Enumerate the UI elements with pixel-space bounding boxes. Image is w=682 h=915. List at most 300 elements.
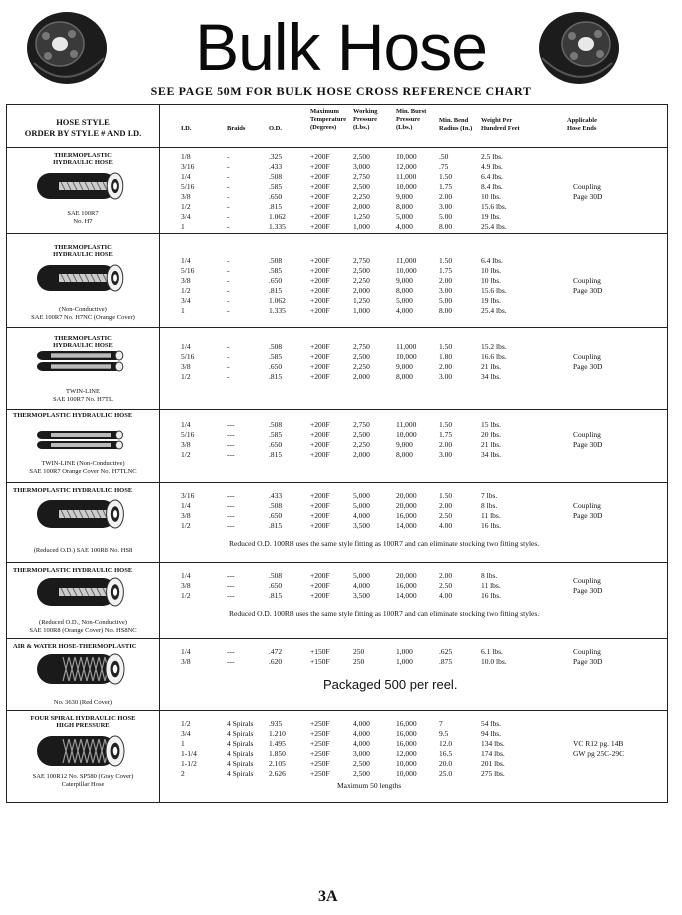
col-header-line: Weight Per (481, 117, 513, 124)
cell-bend-radius: 3.00 (439, 450, 453, 459)
cell-working-pressure: 2,000 (353, 372, 370, 381)
col-header-braids (227, 125, 245, 133)
hose-style-name-line: HIGH PRESSURE (56, 722, 110, 729)
cell-weight: 15 lbs. (481, 420, 502, 429)
cell-temp: +200F (310, 256, 330, 265)
cell-bend-radius: 8.00 (439, 222, 453, 231)
cell-id: 1/4 (181, 420, 191, 429)
cell-braids: --- (227, 571, 235, 580)
hose-style-header (7, 117, 159, 139)
cell-burst-pressure: 10,000 (396, 266, 417, 275)
cell-temp: +200F (310, 491, 330, 500)
cell-working-pressure: 2,250 (353, 192, 370, 201)
cell-burst-pressure: 16,000 (396, 719, 417, 728)
cell-weight: 10 lbs. (481, 192, 502, 201)
hose-ends-line: GW pg 25C-29C (573, 749, 625, 758)
cell-weight: 15.6 lbs. (481, 202, 507, 211)
cell-id: 3/16 (181, 162, 195, 171)
cell-od: .325 (269, 152, 283, 161)
cell-burst-pressure: 10,000 (396, 352, 417, 361)
cell-od: .585 (269, 266, 283, 275)
cell-braids: - (227, 266, 230, 275)
cell-weight: 6.1 lbs. (481, 647, 503, 656)
cell-braids: --- (227, 511, 235, 520)
cell-weight: 11 lbs. (481, 581, 501, 590)
cell-braids: --- (227, 647, 235, 656)
cell-od: .585 (269, 430, 283, 439)
cell-id: 1 (181, 222, 185, 231)
hose-ends-line: VC R12 pg. 14B (573, 739, 624, 748)
col-header-line: Temperature (310, 116, 347, 123)
cell-braids: --- (227, 581, 235, 590)
hose-style-caption-line: SAE 100R7 (67, 210, 99, 217)
hose-ends-line: Coupling (573, 576, 601, 585)
hose-ends-line: Page 30D (573, 440, 603, 449)
length-note: Maximum 50 lengths (337, 781, 402, 790)
cell-working-pressure: 2,500 (353, 352, 370, 361)
cell-weight: 201 lbs. (481, 759, 505, 768)
cell-od: .508 (269, 256, 283, 265)
cell-braids: - (227, 296, 230, 305)
cell-working-pressure: 2,000 (353, 202, 370, 211)
hose-ends-line: Coupling (573, 430, 601, 439)
cell-od: 1.335 (269, 306, 286, 315)
hose-ends-line: Page 30D (573, 586, 603, 595)
applicable-hose-ends (573, 352, 602, 372)
cell-braids: --- (227, 501, 235, 510)
cell-temp: +150F (310, 647, 330, 656)
cell-weight: 16 lbs. (481, 591, 502, 600)
page-number: 3A (318, 888, 338, 905)
col-header-line: Braids (227, 125, 246, 132)
fitting-note: Reduced O.D. 100R8 uses the same style fitting as 100R7 and can eliminate stocking two fitting styles. (229, 539, 540, 548)
cell-burst-pressure: 16,000 (396, 729, 417, 738)
cell-bend-radius: 1.50 (439, 172, 453, 181)
cell-bend-radius: 7 (439, 719, 443, 728)
cell-temp: +200F (310, 152, 330, 161)
cell-weight: 6.4 lbs. (481, 172, 503, 181)
cell-burst-pressure: 20,000 (396, 501, 417, 510)
hose-image (33, 430, 129, 455)
cell-od: .508 (269, 342, 283, 351)
hose-style-name (7, 715, 159, 729)
cell-bend-radius: 25.0 (439, 769, 453, 778)
cell-working-pressure: 250 (353, 647, 365, 656)
cell-burst-pressure: 5,000 (396, 212, 413, 221)
cell-id: 3/8 (181, 581, 191, 590)
cell-od: 2.105 (269, 759, 286, 768)
cell-id: 3/8 (181, 276, 191, 285)
hose-ends-line: Coupling (573, 501, 601, 510)
cell-bend-radius: 2.00 (439, 440, 453, 449)
cell-temp: +200F (310, 591, 330, 600)
cell-bend-radius: 20.0 (439, 759, 453, 768)
cell-temp: +200F (310, 352, 330, 361)
cell-temp: +200F (310, 440, 330, 449)
cell-temp: +200F (310, 521, 330, 530)
cell-braids: 4 Spirals (227, 769, 254, 778)
cell-od: .585 (269, 182, 283, 191)
cell-braids: --- (227, 491, 235, 500)
hose-ends-line: Coupling (573, 276, 601, 285)
cell-od: 1.850 (269, 749, 286, 758)
cell-working-pressure: 2,750 (353, 342, 370, 351)
cell-bend-radius: 1.75 (439, 430, 453, 439)
cell-id: 1/2 (181, 521, 191, 530)
hose-style-caption (7, 773, 159, 788)
cell-id: 1-1/4 (181, 749, 197, 758)
cell-burst-pressure: 1,000 (396, 657, 413, 666)
cell-od: 2.626 (269, 769, 286, 778)
cell-burst-pressure: 14,000 (396, 591, 417, 600)
col-header-line: Min. Burst (396, 108, 427, 115)
hose-style-name (13, 487, 159, 494)
hose-section (7, 234, 667, 328)
cell-temp: +200F (310, 501, 330, 510)
col-header-id (181, 125, 191, 133)
applicable-hose-ends (573, 182, 602, 202)
cell-working-pressure: 1,250 (353, 296, 370, 305)
cell-weight: 4.9 lbs. (481, 162, 503, 171)
hose-style-name (13, 567, 159, 574)
cell-weight: 7 lbs. (481, 491, 498, 500)
cell-working-pressure: 2,250 (353, 440, 370, 449)
cell-temp: +250F (310, 719, 330, 728)
col-header-line: (Lbs.) (396, 124, 413, 131)
cell-working-pressure: 2,250 (353, 276, 370, 285)
cell-od: .650 (269, 276, 283, 285)
cell-temp: +200F (310, 362, 330, 371)
hose-style-caption (7, 460, 159, 475)
cell-braids: - (227, 372, 230, 381)
cell-od: 1.062 (269, 212, 286, 221)
hose-style-name-line: THERMOPLASTIC (54, 152, 112, 159)
hose-ends-line: Page 30D (573, 657, 603, 666)
hose-image (33, 264, 129, 297)
cell-bend-radius: .875 (439, 657, 453, 666)
applicable-hose-ends (573, 430, 602, 450)
cell-working-pressure: 3,500 (353, 521, 370, 530)
col-header-line: Maximum (310, 108, 339, 115)
cell-id: 3/4 (181, 296, 191, 305)
cell-working-pressure: 5,000 (353, 501, 370, 510)
cell-working-pressure: 2,500 (353, 769, 370, 778)
applicable-hose-ends (573, 739, 624, 759)
cell-working-pressure: 2,250 (353, 362, 370, 371)
cell-bend-radius: 1.50 (439, 342, 453, 351)
hose-style-caption-line: (Non-Conductive) (59, 306, 107, 313)
cell-od: .650 (269, 511, 283, 520)
cell-id: 1/8 (181, 152, 191, 161)
hose-style-caption-line: SAE 100R7 No. H7TL (53, 395, 113, 403)
hose-ends-line: Coupling (573, 647, 601, 656)
cell-od: .585 (269, 352, 283, 361)
cell-id: 5/16 (181, 266, 195, 275)
col-header-hose-ends (567, 117, 597, 133)
cell-working-pressure: 3,500 (353, 591, 370, 600)
hose-style-caption (7, 388, 159, 403)
cell-burst-pressure: 10,000 (396, 759, 417, 768)
cell-braids: - (227, 342, 230, 351)
cell-working-pressure: 2,500 (353, 152, 370, 161)
hose-style-caption-line: No. 3630 (Red Cover) (53, 699, 113, 706)
hose-style-name-line: HYDRAULIC HOSE (53, 159, 113, 166)
cell-braids: - (227, 256, 230, 265)
cell-temp: +200F (310, 212, 330, 221)
cell-bend-radius: 1.80 (439, 352, 453, 361)
hose-style-name-line: HYDRAULIC HOSE (53, 342, 113, 349)
cell-burst-pressure: 11,000 (396, 256, 417, 265)
col-header-line: Hose Ends (567, 125, 597, 132)
col-header-line: Applicable (567, 117, 597, 124)
cell-braids: - (227, 212, 230, 221)
cell-weight: 34 lbs. (481, 372, 502, 381)
hose-image (33, 499, 129, 534)
col-header-line: Min. Bend (439, 117, 469, 124)
cell-weight: 94 lbs. (481, 729, 502, 738)
cell-working-pressure: 2,750 (353, 420, 370, 429)
cell-working-pressure: 2,500 (353, 759, 370, 768)
cell-od: .433 (269, 162, 283, 171)
col-header-line: (Lbs.) (353, 124, 370, 131)
cell-id: 3/16 (181, 491, 195, 500)
cell-bend-radius: 3.00 (439, 286, 453, 295)
hose-reel-image-right (536, 8, 622, 88)
cell-working-pressure: 4,000 (353, 719, 370, 728)
cell-braids: 4 Spirals (227, 739, 254, 748)
cell-od: .433 (269, 491, 283, 500)
cell-burst-pressure: 12,000 (396, 162, 417, 171)
cell-bend-radius: 2.00 (439, 362, 453, 371)
cell-bend-radius: 3.00 (439, 372, 453, 381)
hose-section (7, 563, 667, 639)
applicable-hose-ends (573, 276, 602, 296)
cell-burst-pressure: 4,000 (396, 222, 413, 231)
cell-weight: 25.4 lbs. (481, 306, 507, 315)
cell-braids: - (227, 222, 230, 231)
hose-image (33, 577, 129, 612)
hose-section (7, 483, 667, 563)
hose-ends-line: Page 30D (573, 511, 603, 520)
hose-section (7, 639, 667, 711)
cell-temp: +200F (310, 162, 330, 171)
cell-weight: 20 lbs. (481, 430, 502, 439)
cell-weight: 16 lbs. (481, 521, 502, 530)
col-header-od (269, 125, 282, 133)
chart-header (7, 105, 667, 148)
cell-temp: +200F (310, 420, 330, 429)
col-header-line: Radius (In.) (439, 125, 473, 132)
cell-bend-radius: 4.00 (439, 521, 453, 530)
cell-od: .815 (269, 521, 283, 530)
cell-od: .620 (269, 657, 283, 666)
cell-burst-pressure: 16,000 (396, 739, 417, 748)
cell-burst-pressure: 11,000 (396, 342, 417, 351)
cell-burst-pressure: 11,000 (396, 420, 417, 429)
packaging-note: Packaged 500 per reel. (323, 677, 458, 692)
cell-bend-radius: 8.00 (439, 306, 453, 315)
cell-od: .815 (269, 450, 283, 459)
cell-working-pressure: 2,500 (353, 182, 370, 191)
cell-weight: 10.0 lbs. (481, 657, 507, 666)
cell-id: 1/4 (181, 501, 191, 510)
cell-bend-radius: 2.00 (439, 276, 453, 285)
cell-burst-pressure: 11,000 (396, 172, 417, 181)
cell-weight: 19 lbs. (481, 296, 502, 305)
hose-style-name (7, 335, 159, 349)
cell-braids: - (227, 182, 230, 191)
cell-od: 1.062 (269, 296, 286, 305)
cell-braids: --- (227, 591, 235, 600)
cell-id: 5/16 (181, 182, 195, 191)
cell-weight: 34 lbs. (481, 450, 502, 459)
cell-id: 3/8 (181, 440, 191, 449)
hose-style-caption-line: SAE 100R7 No. H7NC (Orange Cover) (31, 313, 135, 321)
hose-style-caption (7, 699, 159, 707)
cell-braids: --- (227, 420, 235, 429)
cell-temp: +200F (310, 571, 330, 580)
col-header-line: I.D. (181, 125, 192, 132)
cell-bend-radius: 12.0 (439, 739, 453, 748)
cell-id: 3/4 (181, 212, 191, 221)
cell-working-pressure: 4,000 (353, 511, 370, 520)
cell-burst-pressure: 8,000 (396, 202, 413, 211)
bulk-hose-chart (6, 104, 668, 803)
hose-style-caption-line: No. H7 (73, 217, 93, 225)
hose-style-name-line: THERMOPLASTIC HYDRAULIC HOSE (13, 487, 133, 494)
col-header-burst-pressure (396, 108, 426, 132)
cell-braids: - (227, 202, 230, 211)
cell-weight: 54 lbs. (481, 719, 502, 728)
cell-od: 1.495 (269, 739, 286, 748)
hose-style-name-line: FOUR SPIRAL HYDRAULIC HOSE (30, 715, 136, 722)
cell-braids: 4 Spirals (227, 749, 254, 758)
cell-working-pressure: 2,000 (353, 286, 370, 295)
col-header-line: O.D. (269, 125, 282, 132)
cell-id: 1/2 (181, 450, 191, 459)
cell-working-pressure: 2,500 (353, 430, 370, 439)
cell-temp: +200F (310, 296, 330, 305)
cell-od: .815 (269, 286, 283, 295)
cell-burst-pressure: 16,000 (396, 581, 417, 590)
cell-bend-radius: 1.50 (439, 256, 453, 265)
cell-braids: - (227, 286, 230, 295)
cell-id: 1/4 (181, 172, 191, 181)
hose-style-name (7, 244, 159, 258)
col-header-weight (481, 117, 520, 133)
hose-style-caption-line: (Reduced O.D., Non-Conductive) (39, 619, 127, 626)
cell-bend-radius: 2.50 (439, 581, 453, 590)
hose-image (33, 350, 129, 377)
cell-id: 1/2 (181, 591, 191, 600)
cell-weight: 15.2 lbs. (481, 342, 507, 351)
cell-od: 1.335 (269, 222, 286, 231)
cross-reference-note: SEE PAGE 50M FOR BULK HOSE CROSS REFERENCE CHART (150, 84, 532, 98)
col-header-line: Pressure (396, 116, 420, 123)
cell-working-pressure: 2,000 (353, 450, 370, 459)
cell-bend-radius: 3.00 (439, 202, 453, 211)
cell-braids: --- (227, 521, 235, 530)
hose-style-caption (7, 306, 159, 321)
cell-working-pressure: 1,000 (353, 306, 370, 315)
cell-working-pressure: 2,500 (353, 266, 370, 275)
hose-style-name (7, 152, 159, 166)
cell-braids: --- (227, 657, 235, 666)
cell-temp: +200F (310, 372, 330, 381)
cell-id: 5/16 (181, 352, 195, 361)
cell-od: .472 (269, 647, 283, 656)
cell-braids: 4 Spirals (227, 759, 254, 768)
hose-ends-line: Coupling (573, 352, 601, 361)
cell-bend-radius: 1.50 (439, 420, 453, 429)
cell-burst-pressure: 1,000 (396, 647, 413, 656)
cell-braids: - (227, 152, 230, 161)
hose-style-caption (7, 210, 159, 225)
cell-id: 1 (181, 739, 185, 748)
applicable-hose-ends (573, 647, 602, 667)
cell-temp: +200F (310, 342, 330, 351)
cell-burst-pressure: 10,000 (396, 152, 417, 161)
cell-weight: 25.4 lbs. (481, 222, 507, 231)
cell-bend-radius: 2.00 (439, 571, 453, 580)
hose-style-caption-line: TWIN-LINE (Non-Conductive) (41, 460, 125, 467)
col-header-line: Working (353, 108, 378, 115)
cell-burst-pressure: 12,000 (396, 749, 417, 758)
cell-id: 3/8 (181, 362, 191, 371)
cell-braids: - (227, 172, 230, 181)
cell-temp: +200F (310, 192, 330, 201)
cell-id: 1-1/2 (181, 759, 197, 768)
cell-braids: - (227, 276, 230, 285)
cell-working-pressure: 250 (353, 657, 365, 666)
col-header-working-pressure (353, 108, 378, 132)
col-header-line: Pressure (353, 116, 377, 123)
cell-od: .815 (269, 372, 283, 381)
hose-ends-line: Page 30D (573, 192, 603, 201)
cell-burst-pressure: 10,000 (396, 430, 417, 439)
cell-id: 1/4 (181, 647, 191, 656)
cell-od: .508 (269, 501, 283, 510)
cell-id: 1/4 (181, 342, 191, 351)
cell-braids: 4 Spirals (227, 719, 254, 728)
hose-style-caption (7, 547, 159, 555)
cell-bend-radius: .75 (439, 162, 449, 171)
cell-id: 1/4 (181, 571, 191, 580)
cell-temp: +200F (310, 286, 330, 295)
cell-bend-radius: 5.00 (439, 212, 453, 221)
cell-temp: +200F (310, 266, 330, 275)
cell-braids: - (227, 306, 230, 315)
cell-burst-pressure: 9,000 (396, 276, 413, 285)
cell-working-pressure: 5,000 (353, 491, 370, 500)
cell-braids: - (227, 352, 230, 361)
hose-style-name-line: THERMOPLASTIC HYDRAULIC HOSE (13, 412, 133, 419)
cell-burst-pressure: 16,000 (396, 511, 417, 520)
cell-od: .508 (269, 571, 283, 580)
cell-weight: 8 lbs. (481, 571, 498, 580)
hose-style-name (13, 643, 159, 650)
cell-bend-radius: .50 (439, 152, 449, 161)
cell-bend-radius: 1.75 (439, 182, 453, 191)
cell-od: .508 (269, 420, 283, 429)
cell-braids: --- (227, 440, 235, 449)
cell-weight: 10 lbs. (481, 266, 502, 275)
cell-bend-radius: 16.5 (439, 749, 453, 758)
fitting-note: Reduced O.D. 100R8 uses the same style fitting as 100R7 and can eliminate stocking two fitting styles. (229, 609, 540, 618)
cell-burst-pressure: 5,000 (396, 296, 413, 305)
cell-bend-radius: 2.00 (439, 192, 453, 201)
hose-style-name (13, 412, 159, 419)
